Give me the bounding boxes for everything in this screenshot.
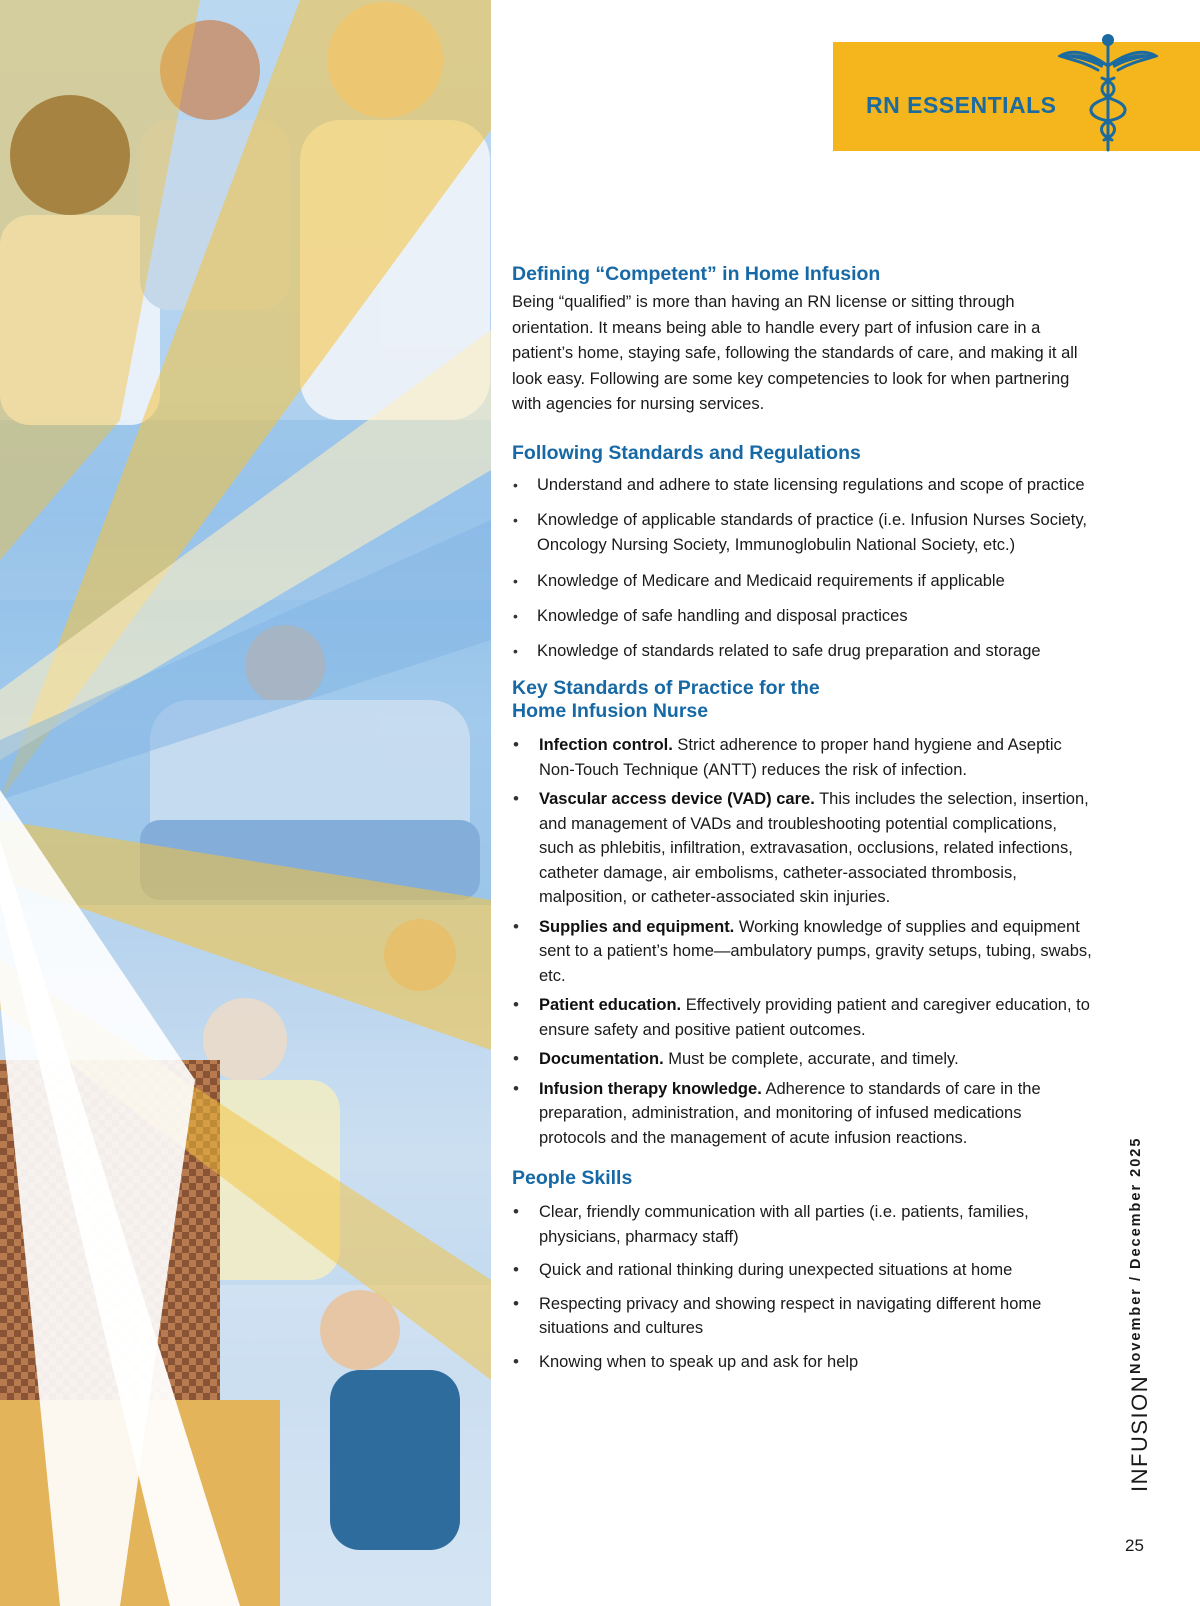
section-key-standards — [512, 677, 1092, 1150]
list-item: • Knowing when to speak up and ask for help — [512, 1350, 1092, 1375]
bullet-list — [512, 1200, 1092, 1374]
collage-artwork — [0, 0, 491, 1606]
section-heading — [512, 677, 1092, 723]
list-item — [512, 915, 1092, 989]
magazine-logo: INFUSION — [1127, 1374, 1152, 1492]
cover-photo-collage — [0, 0, 491, 1606]
section-heading: Following Standards and Regulations — [512, 441, 861, 464]
list-item — [512, 993, 1092, 1042]
section-standards-regulations — [512, 442, 1092, 664]
item-term: Infusion therapy knowledge. — [539, 1079, 762, 1098]
section-badge — [833, 42, 1200, 151]
item-term: Documentation. — [539, 1050, 664, 1069]
section-heading: Defining “Competent” in Home Infusion — [512, 263, 881, 285]
issue-date: November / December 2025 — [1128, 1136, 1144, 1374]
list-item: • Knowledge of safe handling and disposal practices — [512, 604, 1092, 629]
list-item: • Understand and adhere to state licensing regulations and scope of practice — [512, 473, 1092, 498]
article-body — [512, 263, 1092, 1374]
list-item — [512, 787, 1092, 910]
item-text: Must be complete, accurate, and timely. — [663, 1050, 959, 1069]
list-item: • Clear, friendly communication with all parties (i.e. patients, families, physicians, pharmacy staff) — [512, 1200, 1092, 1249]
item-term: Infection control. — [539, 736, 673, 755]
section-heading: People Skills — [512, 1167, 633, 1190]
list-item: • Knowledge of Medicare and Medicaid requirements if applicable — [512, 569, 1092, 594]
list-item: • Respecting privacy and showing respect in navigating different home situations and cultures — [512, 1292, 1092, 1341]
intro-paragraph: Being “qualified” is more than having an RN license or sitting through orientation. It means being able to handle every part of infusion care in a patient’s home, staying safe, following the standards of care, and making it all look easy. Following are some key competencies to look for when partnering with agencies for nursing services. — [512, 293, 1078, 414]
list-item: • Quick and rational thinking during unexpected situations at home — [512, 1258, 1092, 1283]
caduceus-icon — [1058, 30, 1158, 154]
section-defining-competent — [512, 263, 1092, 418]
list-item — [512, 1077, 1092, 1151]
list-item: • Knowledge of standards related to safe drug preparation and storage — [512, 639, 1092, 664]
list-item: • Knowledge of applicable standards of practice (i.e. Infusion Nurses Society, Oncology Nursing Society, Immunoglobulin National Society, etc.) — [512, 508, 1092, 558]
badge-label: RN ESSENTIALS — [866, 92, 1057, 118]
list-item — [512, 733, 1092, 782]
standards-list — [512, 733, 1092, 1150]
item-term: Supplies and equipment. — [539, 917, 735, 936]
page-number: 25 — [1125, 1536, 1144, 1555]
item-text: Strict adherence to proper hand hygiene and Aseptic Non-Touch Technique (ANTT) reduces the risk of infection. — [539, 736, 1062, 779]
item-text: Working knowledge of supplies and equipment sent to a patient’s home—ambulatory pumps, gravity setups, tubing, swabs, etc. — [539, 917, 1092, 985]
heading-line: Home Infusion Nurse — [512, 700, 709, 723]
item-text: Adherence to standards of care in the preparation, administration, and monitoring of infused medications protocols and the management of acute infusion reactions. — [539, 1079, 1041, 1147]
bullet-list — [512, 473, 1092, 664]
section-people-skills — [512, 1167, 1092, 1374]
item-text: This includes the selection, insertion, and management of VADs and troubleshooting potential complications, such as phlebitis, infiltration, extravasation, occlusions, related infections, catheter damage, air embolisms, catheter-associated thrombosis, malposition, or catheter-associated skin injuries. — [539, 790, 1089, 907]
item-text: Effectively providing patient and caregiver education, to ensure safety and positive patient outcomes. — [539, 996, 1090, 1039]
heading-line: Key Standards of Practice for the — [512, 677, 820, 700]
list-item — [512, 1047, 1092, 1072]
item-term: Patient education. — [539, 996, 682, 1015]
item-term: Vascular access device (VAD) care. — [539, 790, 815, 809]
